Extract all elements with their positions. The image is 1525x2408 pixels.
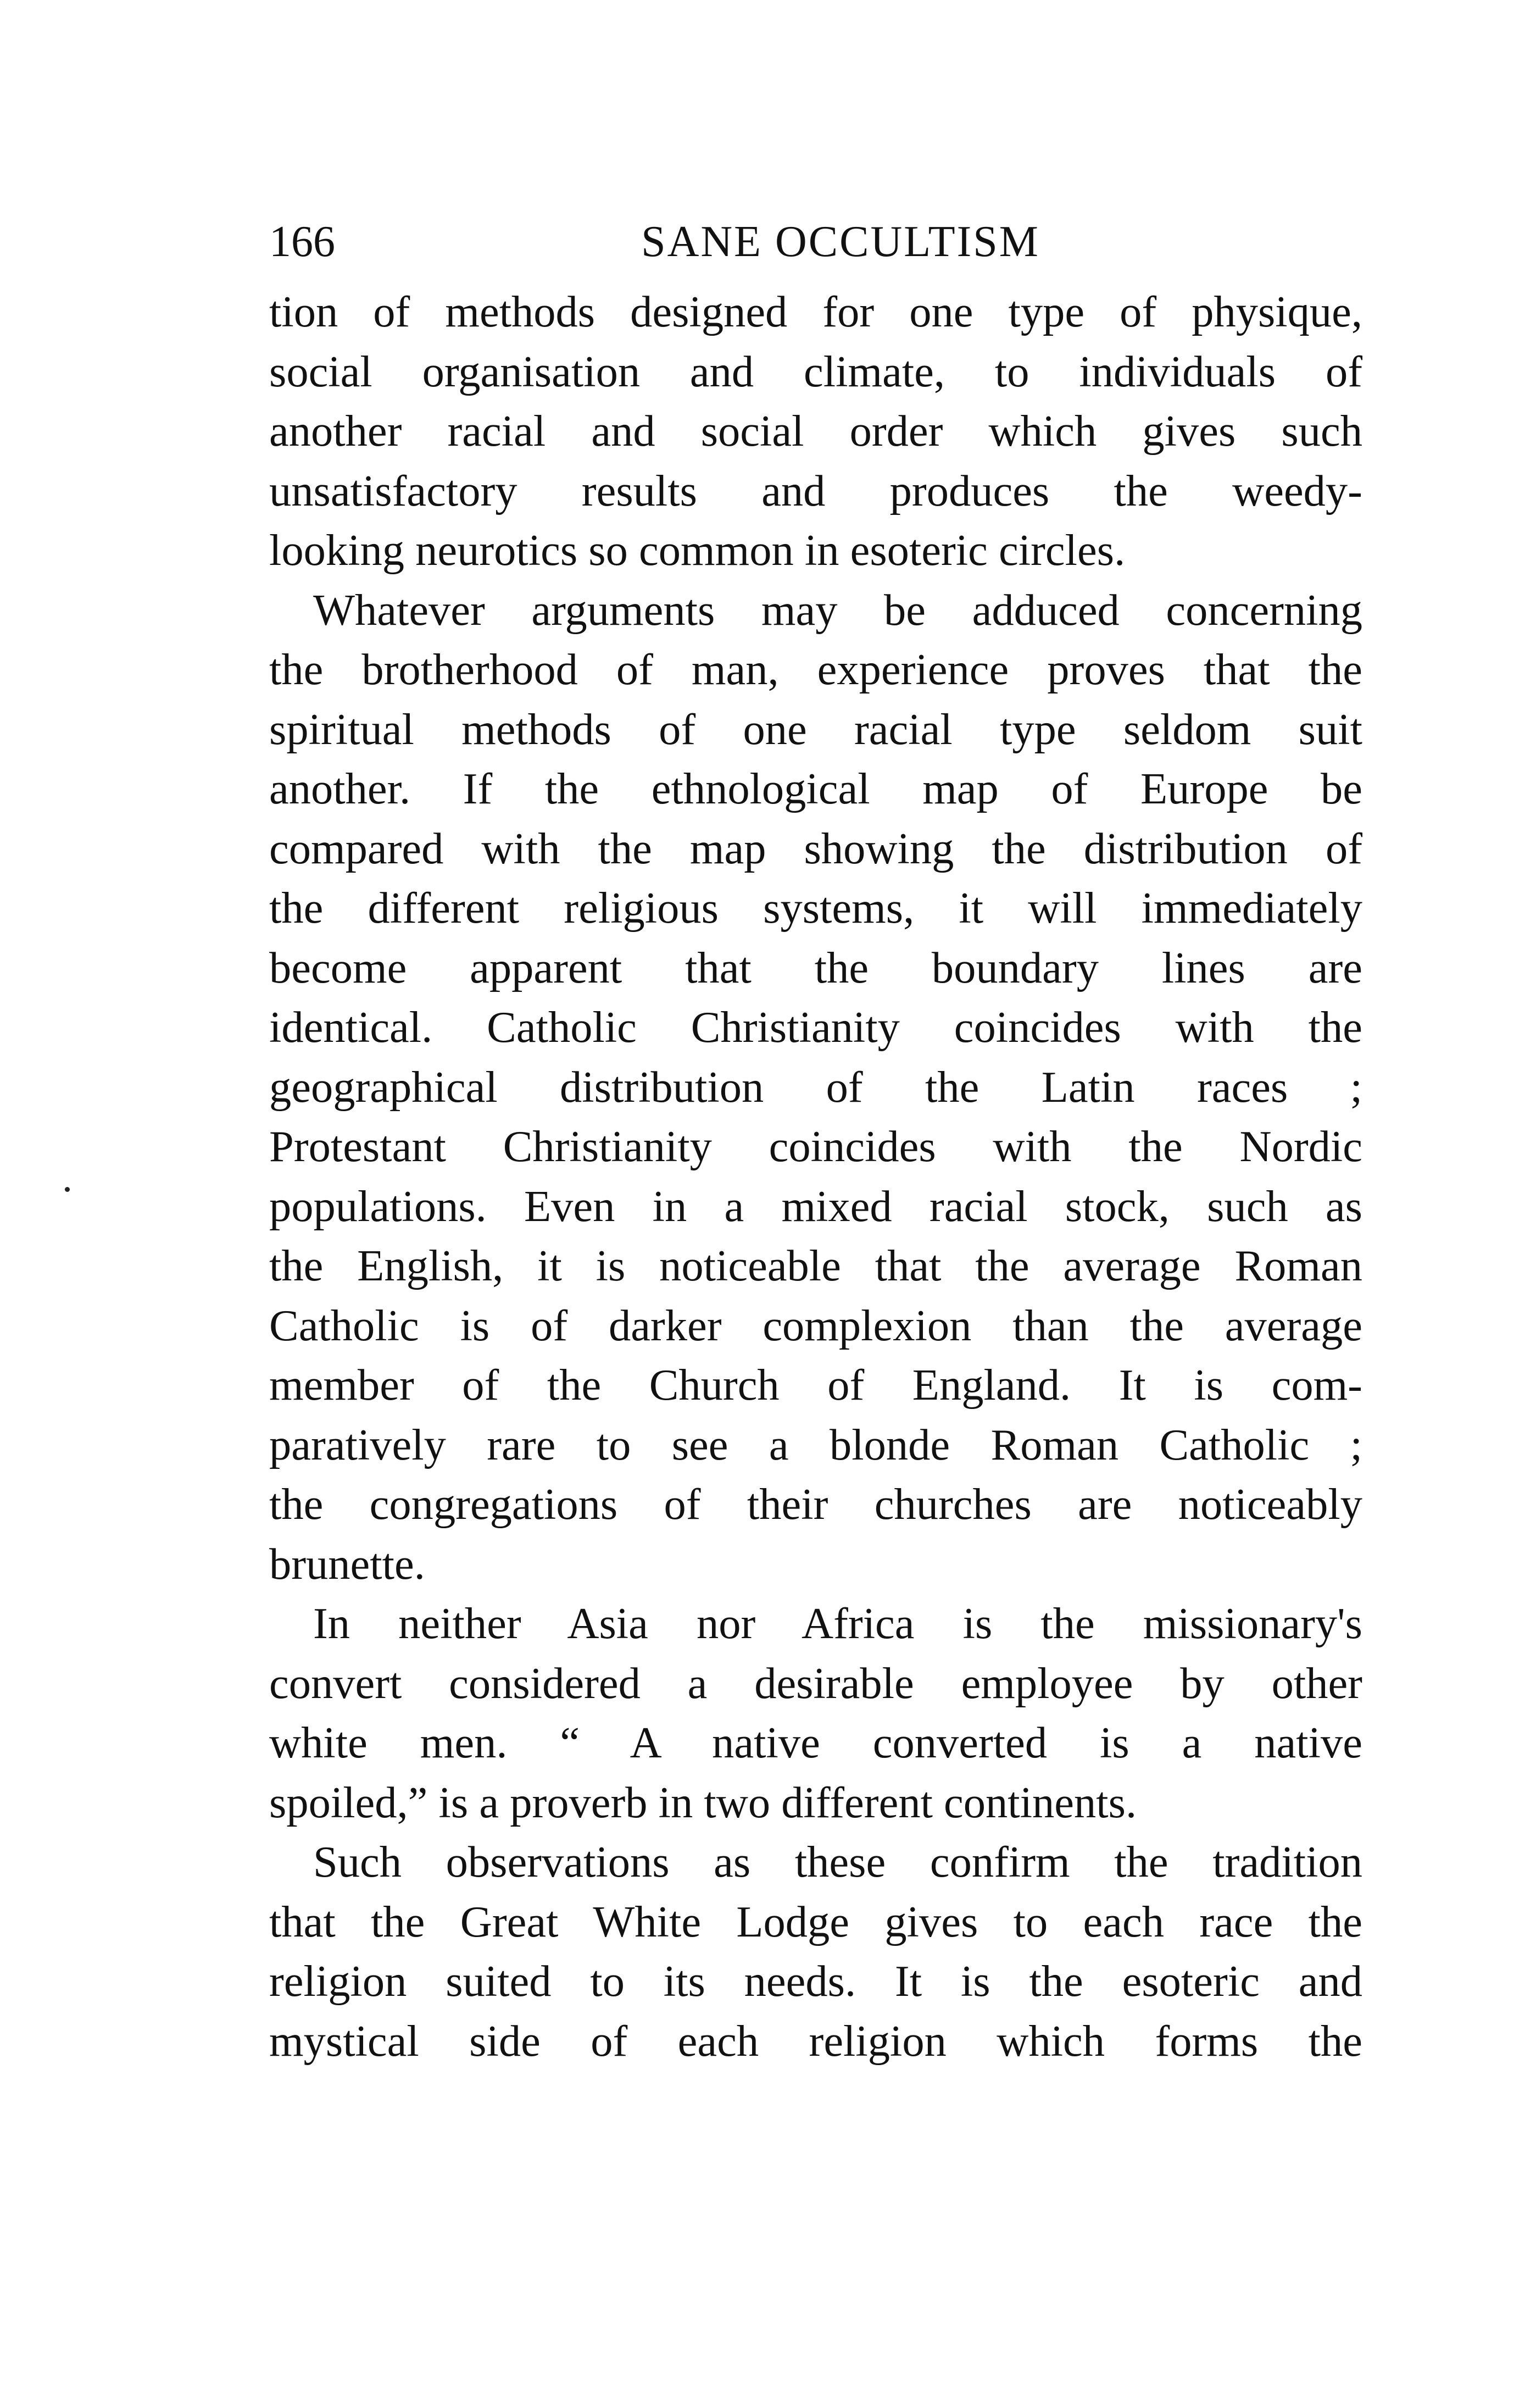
text-line: become apparent that the boundary lines are [269,943,1362,992]
text-line: Catholic is of darker complexion than the average [269,1301,1362,1350]
text-line: social organisation and climate, to individuals of [269,347,1362,396]
stray-ink-dot [65,1187,70,1192]
text-line: looking neurotics so common in esoteric circles. [269,526,1126,575]
text-line: tion of methods designed for one type of physique, [269,287,1362,336]
running-title: SANE OCCULTISM [641,218,1040,266]
text-line: spiritual methods of one racial type seldom suit [269,704,1362,754]
paragraph-3 [269,1594,1362,1833]
text-line: the different religious systems, it will immediately [269,884,1362,933]
text-line: populations. Even in a mixed racial stock, such as [269,1181,1362,1231]
text-line: Protestant Christianity coincides with the Nordic [269,1122,1362,1171]
text-line: Such observations as these confirm the tradition [313,1838,1362,1887]
running-head [269,209,1362,275]
text-line: identical. Catholic Christianity coincides with the [269,1003,1362,1052]
text-line: geographical distribution of the Latin races ; [269,1062,1362,1112]
text-line: In neither Asia nor Africa is the missionary's [313,1599,1362,1648]
text-line: compared with the map showing the distribution of [269,824,1362,873]
page-number: 166 [269,218,335,266]
paragraph-4 [269,1833,1362,2071]
text-line: spoiled,” is a proverb in two different continents. [269,1778,1137,1827]
book-page [269,209,1362,2071]
text-line: the English, it is noticeable that the average Roman [269,1241,1362,1290]
text-line: religion suited to its needs. It is the esoteric and [269,1957,1362,2006]
text-line: the congregations of their churches are noticeably [269,1480,1362,1529]
text-line: mystical side of each religion which forms the [269,2016,1362,2066]
body-text [269,282,1362,2071]
text-line: brunette. [269,1539,425,1589]
text-line: white men. “ A native converted is a native [269,1718,1362,1767]
text-line: Whatever arguments may be adduced concerning [313,585,1362,635]
text-line: another racial and social order which gives such [269,407,1362,456]
text-line: paratively rare to see a blonde Roman Catholic ; [269,1420,1362,1469]
paragraph-2 [269,581,1362,1595]
text-line: member of the Church of England. It is com- [269,1361,1362,1410]
paragraph-1 [269,282,1362,581]
text-line: that the Great White Lodge gives to each race the [269,1897,1362,1946]
text-line: convert considered a desirable employee by other [269,1658,1362,1708]
text-line: unsatisfactory results and produces the weedy- [269,466,1362,515]
text-line: the brotherhood of man, experience proves that the [269,645,1362,694]
text-line: another. If the ethnological map of Europe be [269,764,1362,813]
